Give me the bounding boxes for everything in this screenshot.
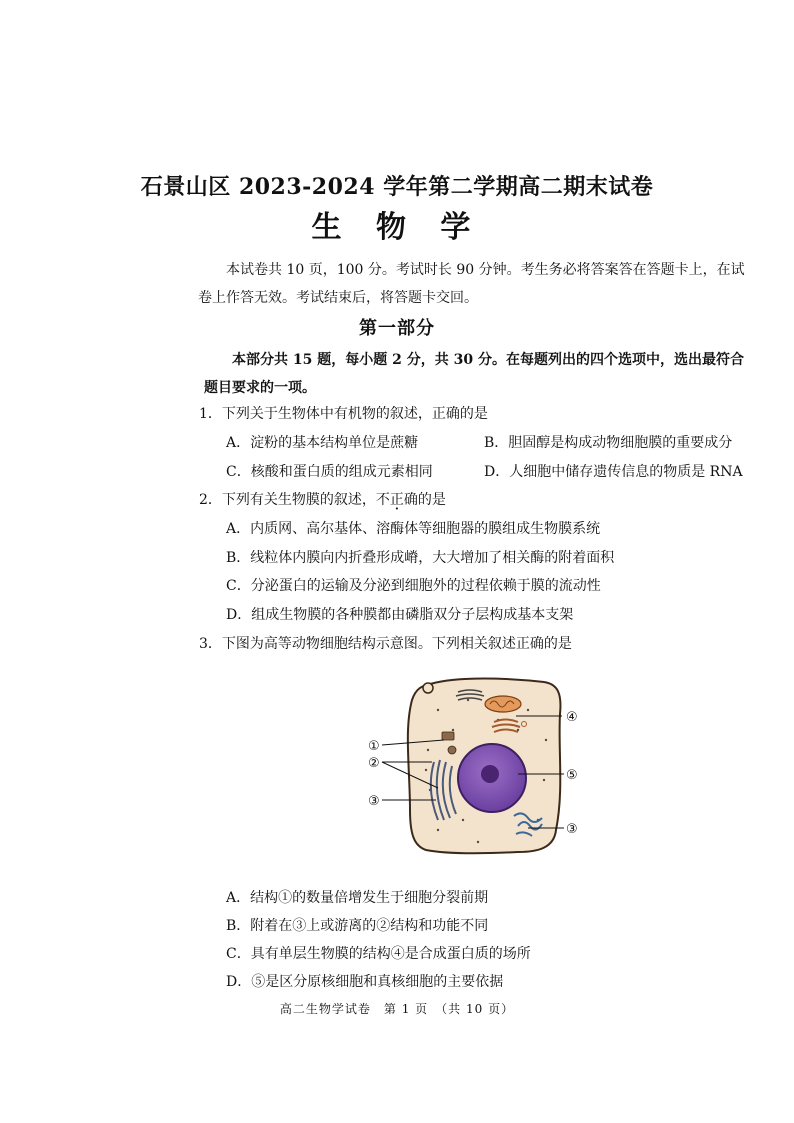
question-1-stem: 1．下列关于生物体中有机物的叙述，正确的是 <box>199 406 488 422</box>
part-description: 本部分共 15 题，每小题 2 分，共 30 分。在每题列出的四个选项中，选出最符合题目要求的一项。 <box>204 352 744 396</box>
nucleolus <box>481 765 499 783</box>
question-1-option-b: B．胆固醇是构成动物细胞膜的重要成分 <box>484 435 733 451</box>
question-2-stem <box>199 490 446 510</box>
question-3-option-d: D．⑤是区分原核细胞和真核细胞的主要依据 <box>226 974 504 990</box>
exam-instructions: 本试卷共 10 页，100 分。考试时长 90 分钟。考生务必将答案答在答题卡上，在试卷上作答无效。考试结束后，将答题卡交回。 <box>198 262 745 306</box>
question-3-option-a: A．结构①的数量倍增发生于细胞分裂前期 <box>226 890 489 906</box>
figure-label-3-right: ③ <box>566 822 578 837</box>
figure-label-5: ⑤ <box>566 768 578 783</box>
animal-cell-diagram <box>368 670 588 860</box>
vesicle <box>423 683 433 693</box>
question-3-option-c: C．具有单层生物膜的结构④是合成蛋白质的场所 <box>226 946 531 962</box>
figure-label-1: ① <box>368 739 380 754</box>
question-2-option-a: A．内质网、高尔基体、溶酶体等细胞器的膜组成生物膜系统 <box>226 521 601 537</box>
figure-label-3: ③ <box>368 794 380 809</box>
question-3-stem: 3．下图为高等动物细胞结构示意图。下列相关叙述正确的是 <box>199 636 572 652</box>
page-footer: 高二生物学试卷 第 1 页 （共 10 页） <box>279 1002 515 1016</box>
question-1-option-d: D．人细胞中储存遗传信息的物质是 RNA <box>484 464 743 480</box>
exam-title: 石景山区 2023-2024 学年第二学期高二期末试卷 <box>140 174 654 200</box>
question-3-option-b: B．附着在③上或游离的②结构和功能不同 <box>226 918 489 934</box>
figure-label-4: ④ <box>566 710 578 725</box>
figure-label-2: ② <box>368 756 380 771</box>
question-2-stem-start: 2．下列有关生物膜的叙述， <box>199 492 376 508</box>
part-title: 第一部分 <box>359 318 435 339</box>
question-2-option-c: C．分泌蛋白的运输及分泌到细胞外的过程依赖于膜的流动性 <box>226 578 601 594</box>
question-2-option-d: D．组成生物膜的各种膜都由磷脂双分子层构成基本支架 <box>226 607 574 623</box>
question-2-stem-end: 的是 <box>417 492 446 508</box>
question-2-emphasis: 不正确 <box>375 492 418 508</box>
question-2-option-b: B．线粒体内膜向内折叠形成嵴，大大增加了相关酶的附着面积 <box>226 550 615 566</box>
question-1-option-a: A．淀粉的基本结构单位是蔗糖 <box>226 435 419 451</box>
subject-title: 生 物 学 <box>311 210 483 245</box>
question-1-option-c: C．核酸和蛋白质的组成元素相同 <box>226 464 433 480</box>
